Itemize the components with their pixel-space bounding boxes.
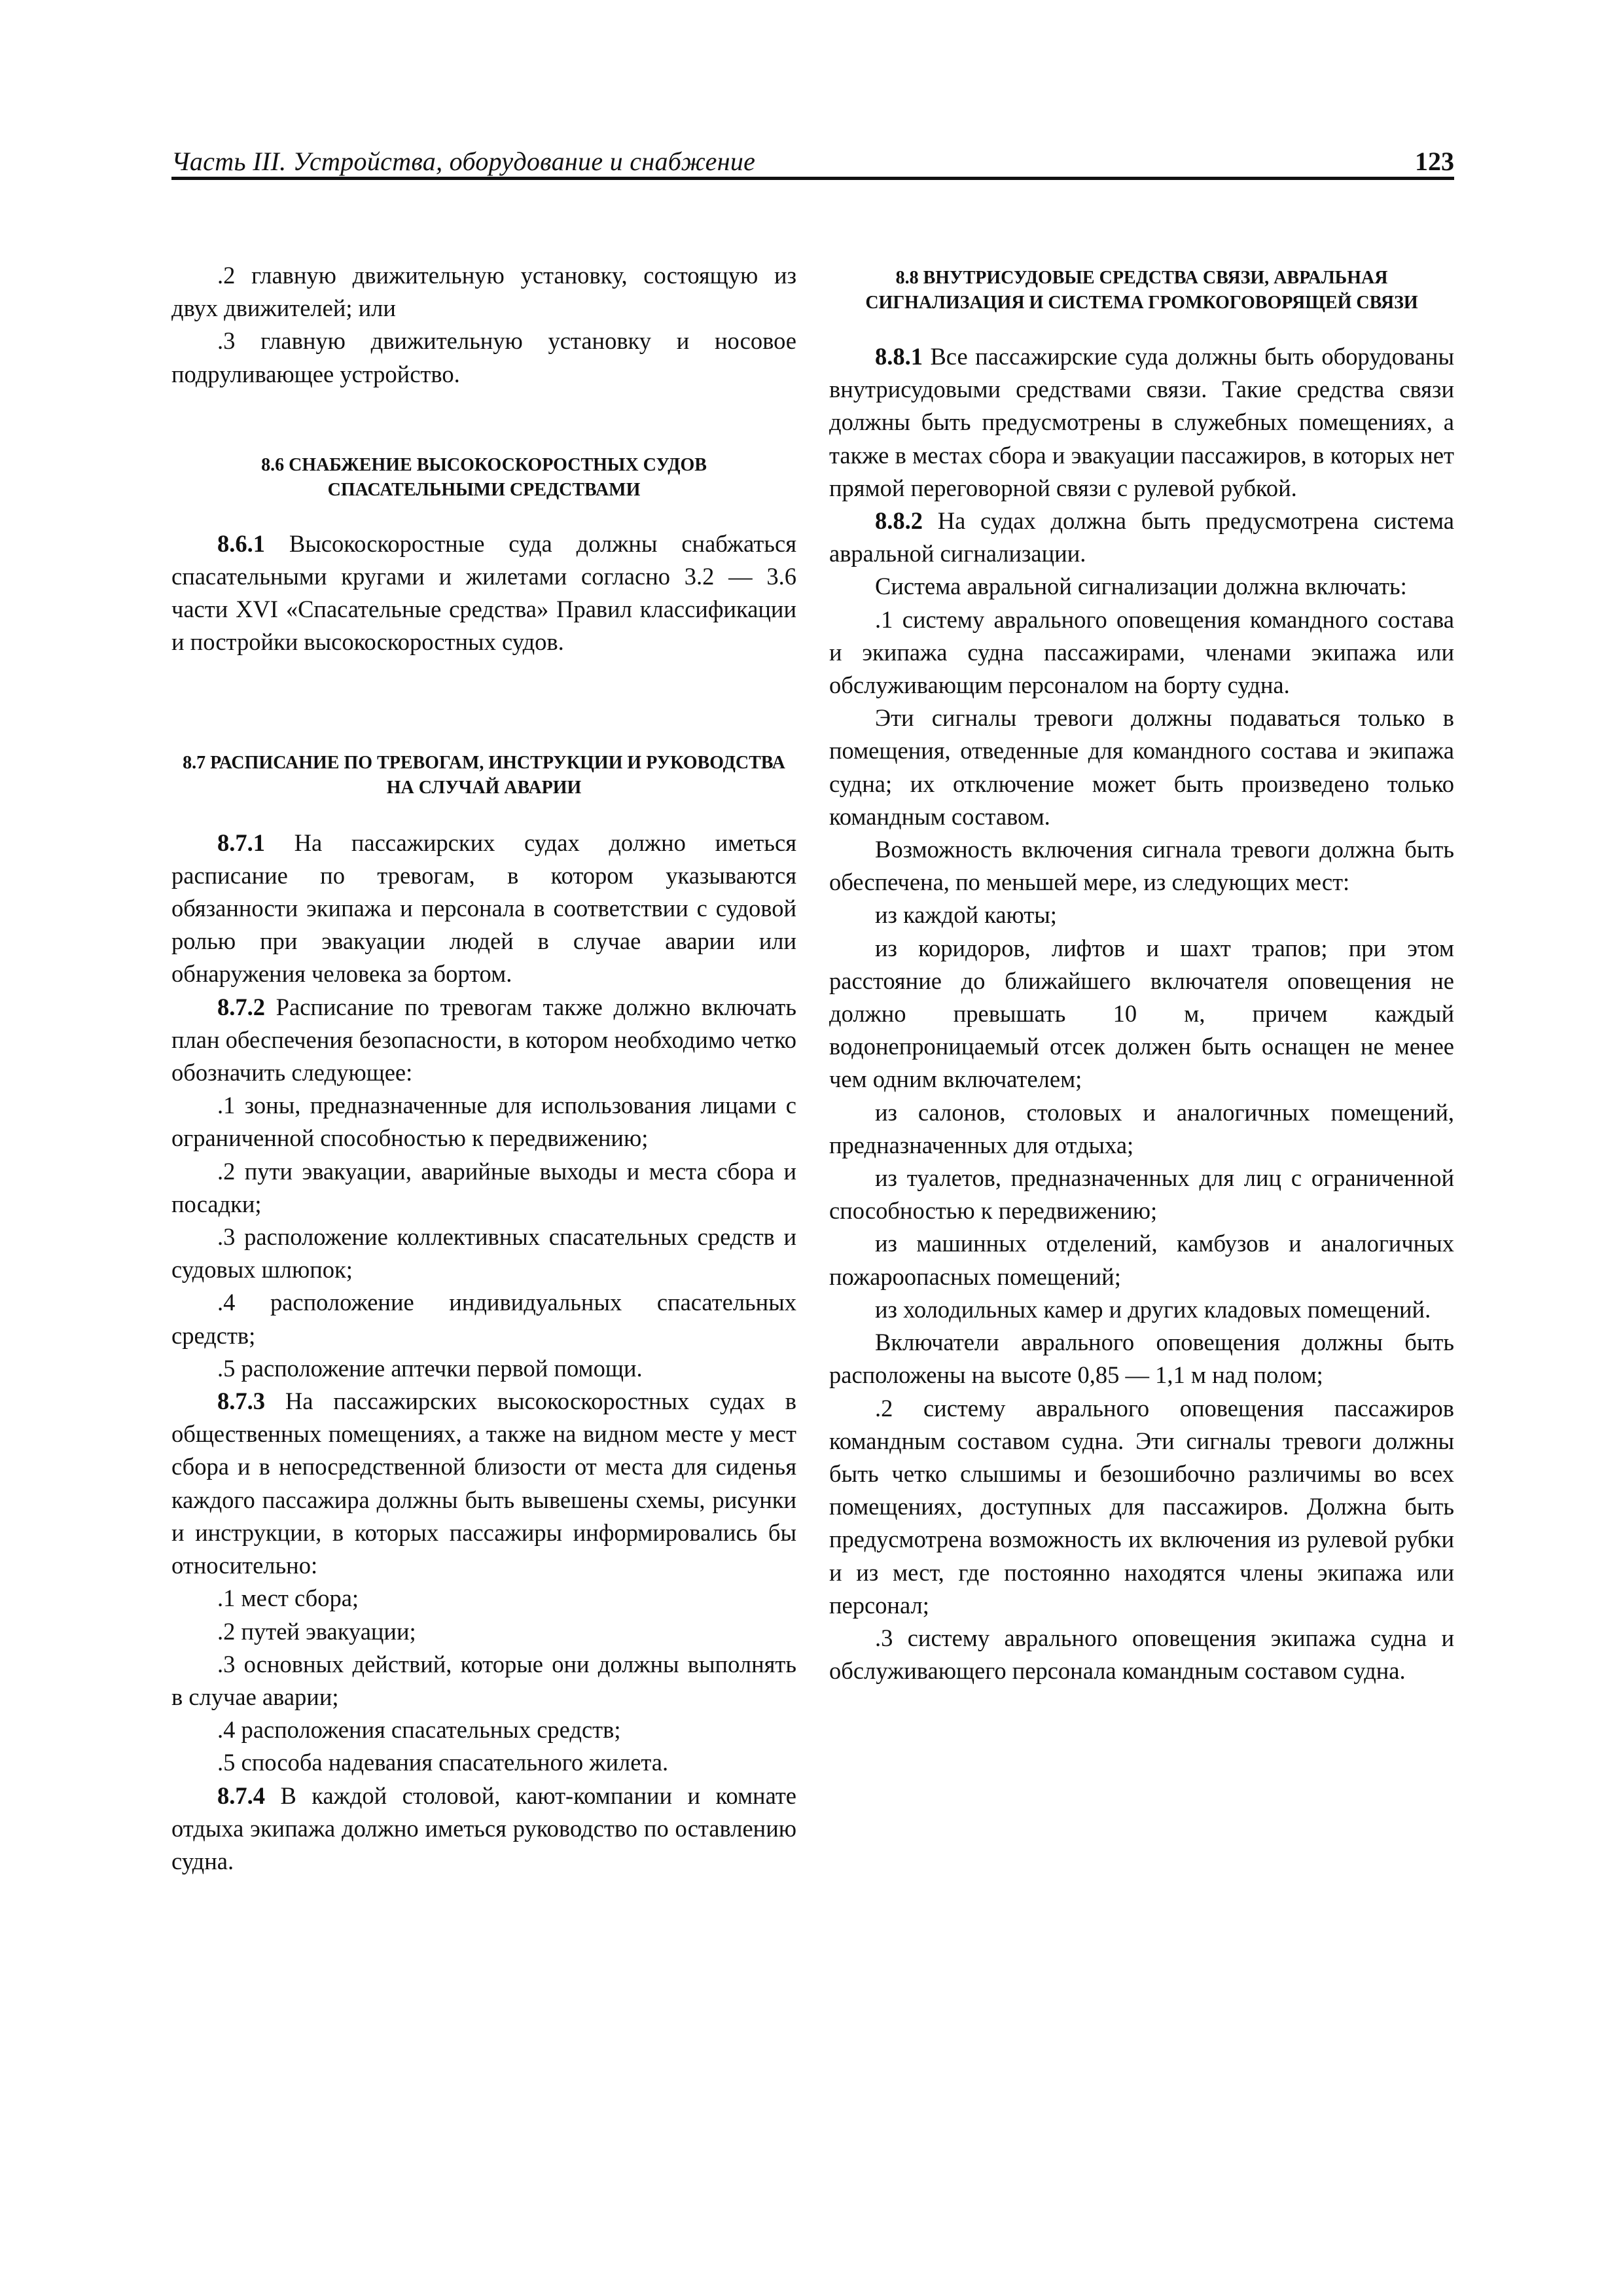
section-heading-8-8: 8.8 ВНУТРИСУДОВЫЕ СРЕДСТВА СВЯЗИ, АВРАЛЬНАЯ СИГНАЛИЗАЦИЯ И СИСТЕМА ГРОМКОГОВОРЯЩЕЙ СВЯЗИ: [865, 268, 1418, 313]
list-item: .2 пути эвакуации, аварийные выходы и места сбора и посадки;: [171, 1157, 796, 1217]
clause-text: Высокоскоростные суда должны снабжаться спасательными кругами и жилетами согласно 3.2 — 3.6 части XVI «Спасательные средства» Правил классификации и постройки высокоскоростных судов.: [171, 529, 796, 656]
paragraph: Эти сигналы тревоги должны подаваться только в помещения, отведенные для командного состава и экипажа судна; их отключение может быть произведено только командным составом.: [829, 704, 1454, 830]
clause-number: 8.8.1: [875, 343, 923, 370]
list-item: .4 расположение индивидуальных спасательных средств;: [171, 1289, 796, 1349]
list-item: .3 основных действий, которые они должны выполнять в случае аварии;: [171, 1650, 796, 1710]
header-title: Часть III. Устройства, оборудование и снабжение: [171, 147, 756, 176]
clause-text: На пассажирских высокоскоростных судах в общественных помещениях, а также на видном месте у мест сбора и в непосредственной близости от места для сиденья каждого пассажира должны быть вывешены схемы, рисунки и инструкции, в которых пассажиры информировались бы относительно:: [171, 1388, 796, 1579]
clause-text: На судах должна быть предусмотрена система авральной сигнализации.: [829, 507, 1454, 567]
list-item: .5 расположение аптечки первой помощи.: [217, 1354, 643, 1382]
paragraph: Система авральной сигнализации должна включать:: [875, 573, 1407, 600]
paragraph-8-8-2: [829, 505, 1454, 570]
paragraph-8-7-1: [171, 827, 796, 991]
clause-text: В каждой столовой, кают-компании и комнате отдыха экипажа должно иметься руководство по оставлению судна.: [171, 1782, 796, 1874]
paragraph-8-8-1: [829, 340, 1454, 505]
clause-text: Расписание по тревогам также должно включать план обеспечения безопасности, в котором необходимо четко обозначить следующее:: [171, 993, 796, 1086]
list-item: из туалетов, предназначенных для лиц с ограниченной способностью к передвижению;: [829, 1164, 1454, 1225]
section-heading-8-6: 8.6 СНАБЖЕНИЕ ВЫСОКОСКОРОСТНЫХ СУДОВ СПАСАТЕЛЬНЫМИ СРЕДСТВАМИ: [261, 454, 707, 500]
clause-number: 8.6.1: [217, 529, 265, 557]
list-item: .2 систему аврального оповещения пассажиров командным составом судна. Эти сигналы тревоги должны быть четко слышимы и безошибочно различимы во всех помещениях, доступных для пассажиров. Должна быть предусмотрена возможность их включения из рулевой рубки и из мест, где постоянно находятся члены экипажа или персонал;: [829, 1394, 1454, 1619]
paragraph: .2 главную движительную установку, состоящую из двух движителей; или: [171, 262, 796, 322]
left-column: [171, 259, 796, 1878]
clause-number: 8.7.2: [217, 993, 265, 1020]
clause-text: Все пассажирские суда должны быть оборудованы внутрисудовыми средствами связи. Такие средства связи должны быть предусмотрены в служебных помещениях, а также в местах сбора и эвакуации пассажиров, в которых нет прямой переговорной связи с рулевой рубкой.: [829, 343, 1454, 501]
right-column: [829, 259, 1454, 1687]
list-item: .1 систему аврального оповещения командного состава и экипажа судна пассажирами, членами экипажа или обслуживающим персоналом на борту судна.: [829, 605, 1454, 699]
list-item: .3 систему аврального оповещения экипажа судна и обслуживающего персонала командным составом судна.: [829, 1624, 1454, 1685]
clause-number: 8.7.1: [217, 829, 265, 856]
running-header: [171, 145, 1454, 181]
header-rule: [171, 177, 1454, 180]
paragraph: .3 главную движительную установку и носовое подруливающее устройство.: [171, 327, 796, 387]
paragraph: Возможность включения сигнала тревоги должна быть обеспечена, по меньшей мере, из следующих мест:: [829, 836, 1454, 896]
list-item: .1 мест сбора;: [217, 1585, 359, 1612]
paragraph-8-7-3: [171, 1385, 796, 1582]
list-item: .1 зоны, предназначенные для использования лицами с ограниченной способностью к передвижению;: [171, 1092, 796, 1152]
clause-number: 8.7.4: [217, 1782, 265, 1809]
list-item: из салонов, столовых и аналогичных помещений, предназначенных для отдыха;: [829, 1098, 1454, 1158]
clause-number: 8.8.2: [875, 507, 923, 535]
list-item: .5 способа надевания спасательного жилета.: [217, 1749, 669, 1776]
list-item: .2 путей эвакуации;: [217, 1617, 416, 1645]
clause-text: На пассажирских судах должно иметься расписание по тревогам, в котором указываются обязанности экипажа и персонала в соответствии с судовой ролью при эвакуации людей в случае аварии или обнаружения человека за бортом.: [171, 829, 796, 988]
list-item: .4 расположения спасательных средств;: [217, 1716, 621, 1744]
paragraph-8-7-2: [171, 991, 796, 1090]
list-item: из каждой каюты;: [875, 901, 1057, 929]
paragraph: Включатели аврального оповещения должны быть расположены на высоте 0,85 — 1,1 м над полом;: [829, 1329, 1454, 1389]
list-item: из машинных отделений, камбузов и аналогичных пожароопасных помещений;: [829, 1230, 1454, 1290]
clause-number: 8.7.3: [217, 1388, 265, 1415]
list-item: из коридоров, лифтов и шахт трапов; при этом расстояние до ближайшего включателя оповещения не должно превышать 10 м, причем каждый водонепроницаемый отсек должен быть оснащен не менее чем одним включателем;: [829, 934, 1454, 1093]
paragraph-8-7-4: [171, 1780, 796, 1878]
section-heading-8-7: 8.7 РАСПИСАНИЕ ПО ТРЕВОГАМ, ИНСТРУКЦИИ И РУКОВОДСТВА НА СЛУЧАЙ АВАРИИ: [183, 752, 785, 798]
page-number: 123: [1415, 147, 1454, 176]
list-item: из холодильных камер и других кладовых помещений.: [875, 1295, 1431, 1323]
list-item: .3 расположение коллективных спасательных средств и судовых шлюпок;: [171, 1223, 796, 1283]
paragraph-8-6-1: [171, 528, 796, 659]
